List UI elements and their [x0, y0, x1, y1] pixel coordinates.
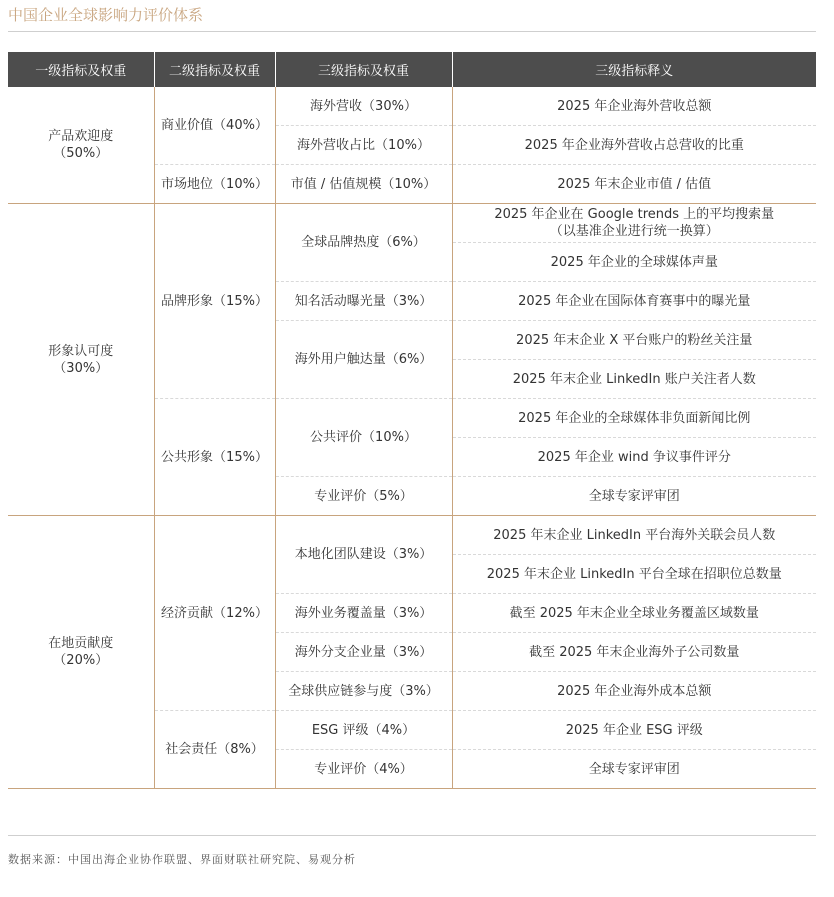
level2-cell: 公共形象（15%）: [154, 399, 275, 516]
title-divider: [8, 31, 816, 32]
level3-cell: 海外用户触达量（6%）: [275, 321, 452, 399]
definition-cell: 2025 年企业海外营收总额: [452, 87, 816, 126]
definition-cell: 2025 年末企业 LinkedIn 平台全球在招职位总数量: [452, 555, 816, 594]
definition-cell: 2025 年企业 wind 争议事件评分: [452, 438, 816, 477]
header-level2: 二级指标及权重: [154, 52, 275, 87]
definition-cell: 2025 年企业海外营收占总营收的比重: [452, 126, 816, 165]
level1-cell: 产品欢迎度（50%）: [8, 87, 154, 204]
level3-cell: 专业评价（4%）: [275, 750, 452, 789]
table-row: [8, 204, 816, 243]
table-header-row: [8, 52, 816, 87]
table-row: [8, 87, 816, 126]
definition-cell: 2025 年企业海外成本总额: [452, 672, 816, 711]
header-definition: 三级指标释义: [452, 52, 816, 87]
definition-cell: 2025 年末企业 LinkedIn 平台海外关联会员人数: [452, 516, 816, 555]
level3-cell: 知名活动曝光量（3%）: [275, 282, 452, 321]
definition-cell: 全球专家评审团: [452, 750, 816, 789]
level2-cell: 品牌形象（15%）: [154, 204, 275, 399]
level3-cell: 市值 / 估值规模（10%）: [275, 165, 452, 204]
header-level1: 一级指标及权重: [8, 52, 154, 87]
level3-cell: 专业评价（5%）: [275, 477, 452, 516]
definition-cell: 2025 年企业在国际体育赛事中的曝光量: [452, 282, 816, 321]
level3-cell: 海外营收（30%）: [275, 87, 452, 126]
definition-cell: 2025 年企业的全球媒体声量: [452, 243, 816, 282]
page-title: 中国企业全球影响力评价体系: [8, 6, 204, 24]
table-row: [8, 516, 816, 555]
level3-cell: 海外营收占比（10%）: [275, 126, 452, 165]
level3-cell: ESG 评级（4%）: [275, 711, 452, 750]
header-level3: 三级指标及权重: [275, 52, 452, 87]
definition-cell: 截至 2025 年末企业全球业务覆盖区域数量: [452, 594, 816, 633]
level2-cell: 社会责任（8%）: [154, 711, 275, 789]
definition-cell: 2025 年企业在 Google trends 上的平均搜索量（以基准企业进行统一换算）: [452, 204, 816, 243]
level3-cell: 全球供应链参与度（3%）: [275, 672, 452, 711]
definition-cell: 2025 年企业 ESG 评级: [452, 711, 816, 750]
definition-cell: 2025 年企业的全球媒体非负面新闻比例: [452, 399, 816, 438]
definition-cell: 2025 年末企业 LinkedIn 账户关注者人数: [452, 360, 816, 399]
definition-cell: 2025 年末企业市值 / 估值: [452, 165, 816, 204]
evaluation-table: [8, 52, 816, 789]
level3-cell: 海外业务覆盖量（3%）: [275, 594, 452, 633]
definition-cell: 截至 2025 年末企业海外子公司数量: [452, 633, 816, 672]
level1-cell: 形象认可度（30%）: [8, 204, 154, 516]
level3-cell: 全球品牌热度（6%）: [275, 204, 452, 282]
level3-cell: 海外分支企业量（3%）: [275, 633, 452, 672]
level3-cell: 公共评价（10%）: [275, 399, 452, 477]
level3-cell: 本地化团队建设（3%）: [275, 516, 452, 594]
definition-cell: 全球专家评审团: [452, 477, 816, 516]
footer-divider: [8, 835, 816, 836]
level1-cell: 在地贡献度（20%）: [8, 516, 154, 789]
source-note: 数据来源：中国出海企业协作联盟、界面财联社研究院、易观分析: [8, 853, 356, 866]
level2-cell: 经济贡献（12%）: [154, 516, 275, 711]
level2-cell: 商业价值（40%）: [154, 87, 275, 165]
definition-cell: 2025 年末企业 X 平台账户的粉丝关注量: [452, 321, 816, 360]
level2-cell: 市场地位（10%）: [154, 165, 275, 204]
